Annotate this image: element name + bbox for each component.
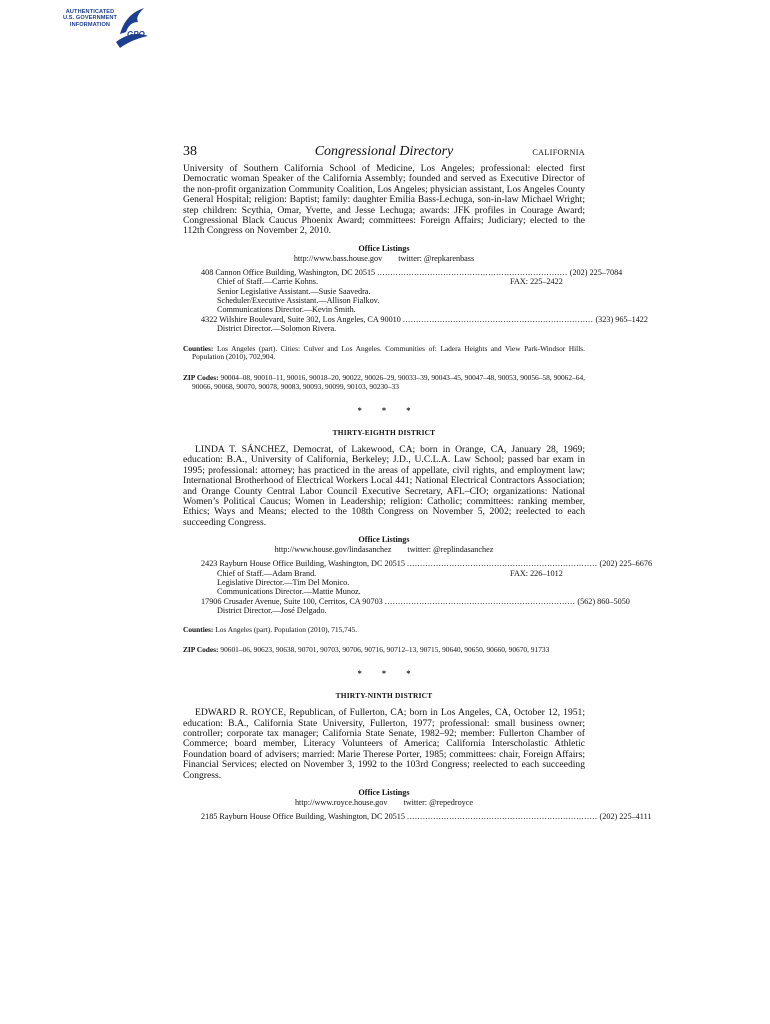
sanchez-links [183, 545, 585, 555]
sanchez-office-dc-phone: (202) 225–6676 [599, 559, 653, 569]
sanchez-counties [183, 626, 585, 635]
bass-staff-row [183, 296, 585, 305]
bass-staff-row [183, 324, 585, 333]
bass-office-district [183, 314, 648, 324]
bass-zip-codes [183, 374, 585, 392]
gpo-authentication-stamp [58, 4, 150, 48]
page-title: Congressional Directory [314, 144, 454, 159]
counties-label: Counties: [183, 343, 214, 353]
bass-website-link[interactable]: http://www.bass.house.gov [293, 253, 383, 263]
bass-office-dc [183, 267, 623, 277]
sanchez-bio: LINDA T. SÁNCHEZ, Democrat, of Lakewood, CA; born in Orange, CA, January 28, 1969; education: B.A., University of California, Berkeley; J.D., U.C.L.A. Law School; passed bar exam in 1995; professional: attorney; has practiced in the areas of appellate, civil rights, and employment law; International Brotherhood of Electrical Workers Local 441; National Electrical Contractors Association; and Orange County Central Labor Council Executive Secretary, AFL–CIO; organizations: National Women’s Political Caucus; Women in Leadership; religion: Catholic; committees: ranking member, Ethics; Ways and Means; elected to the 108th Congress on November 5, 2002; reelected to each succeeding Congress. [183, 443, 585, 528]
page-number: 38 [183, 144, 197, 159]
sanchez-office-dc [183, 559, 653, 569]
royce-office-listings [183, 812, 652, 821]
royce-office-dc-address: 2185 Rayburn House Office Building, Washington, DC 20515 [201, 812, 405, 821]
bass-office-dc-phone: (202) 225–7084 [569, 267, 623, 277]
royce-office-dc-phone: (202) 225–4111 [599, 812, 652, 821]
bass-staff-row [183, 305, 585, 314]
bass-counties-text: Los Angeles (part). Cities: Culver and Los Angeles. Communities of: Ladera Heights and View Park-Windsor Hills. Population (2010), 702,904. [192, 343, 585, 362]
royce-office-listings-heading: Office Listings [358, 788, 410, 797]
sanchez-staff-3: Communications Director.—Mattie Munoz. [217, 587, 361, 597]
stamp-line-2: U.S. GOVERNMENT [62, 15, 118, 22]
sanchez-website-link[interactable]: http://www.house.gov/lindasanchez [274, 545, 392, 555]
bass-office-listings [183, 267, 648, 334]
zip-label: ZIP Codes: [183, 645, 219, 655]
district-heading-38: THIRTY-EIGHTH DISTRICT [332, 427, 436, 437]
sanchez-zip-codes [183, 646, 585, 655]
sanchez-office-district-phone: (562) 860–5050 [577, 596, 630, 606]
eagle-logo-icon [114, 4, 150, 48]
state-label: CALIFORNIA [532, 148, 585, 157]
sanchez-staff-row [183, 587, 585, 596]
royce-office-dc [183, 812, 652, 821]
bass-zip-text: 90004–08, 90010–11, 90016, 90018–20, 90022, 90026–29, 90033–39, 90043–45, 90047–48, 90053, 90056–58, 90062–64, 90066, 90068, 90070, 90078, 90083, 90093, 90099, 90103, 90230–33 [192, 373, 585, 392]
running-head [183, 144, 585, 164]
bass-office-dc-address: 408 Cannon Office Building, Washington, DC 20515 [201, 267, 376, 277]
bass-office-listings-heading: Office Listings [358, 243, 410, 253]
sanchez-staff-row [183, 606, 585, 615]
sanchez-office-district-address: 17906 Crusader Avenue, Suite 100, Cerritos, CA 90703 [201, 596, 383, 606]
sanchez-staff-1: Chief of Staff.—Adam Brand. [217, 568, 317, 578]
bass-office-dc-fax: FAX: 225–2422 [510, 277, 563, 287]
bass-staff-2: Senior Legislative Assistant.—Susie Saavedra. [217, 286, 371, 296]
leader-dots: ........................................................................ [402, 314, 594, 324]
sanchez-office-dc-fax: FAX: 226–1012 [510, 568, 563, 578]
bass-staff-row [183, 287, 585, 296]
bass-links [183, 254, 585, 264]
sanchez-district-director: District Director.—José Delgado. [217, 606, 327, 616]
sanchez-twitter[interactable]: twitter: @replindasanchez [407, 545, 494, 555]
district-heading-39: THIRTY-NINTH DISTRICT [335, 691, 433, 701]
stamp-line-1: AUTHENTICATED [65, 9, 115, 15]
sanchez-staff-row [183, 578, 585, 587]
stamp-line-3: INFORMATION [69, 21, 111, 28]
sanchez-staff-row [183, 569, 585, 578]
sanchez-office-listings-heading: Office Listings [358, 535, 410, 545]
royce-links [183, 798, 585, 808]
stamp-text [58, 9, 122, 28]
bass-twitter[interactable]: twitter: @repkarenbass [398, 253, 475, 263]
leader-dots: ........................................................................ [406, 812, 598, 821]
bass-staff-row [183, 277, 585, 286]
bass-staff-4: Communications Director.—Kevin Smith. [217, 305, 356, 315]
section-separator: * * * [357, 405, 420, 415]
sanchez-zip-text: 90601–06, 90623, 90638, 90701, 90703, 90706, 90716, 90712–13, 90715, 90640, 90650, 90660, 90670, 91733 [220, 645, 550, 655]
leader-dots: ........................................................................ [406, 559, 598, 569]
sanchez-office-district [183, 596, 630, 606]
bass-office-district-phone: (323) 965–1422 [595, 314, 648, 324]
directory-page [183, 144, 653, 821]
bass-staff-3: Scheduler/Executive Assistant.—Allison Fialkov. [217, 296, 380, 306]
zip-label: ZIP Codes: [183, 373, 219, 383]
section-separator: * * * [357, 669, 420, 679]
royce-twitter[interactable]: twitter: @repedroyce [403, 798, 474, 807]
bass-staff-1: Chief of Staff.—Carrie Kohns. [217, 277, 319, 287]
leader-dots: ........................................................................ [384, 596, 576, 606]
bass-district-director: District Director.—Solomon Rivera. [217, 324, 337, 334]
bass-bio: University of Southern California School of Medicine, Los Angeles; professional: elected first Democratic woman Speaker of the California Assembly; founded and served as Executive Director of the non-profit organization Community Coalition, Los Angeles; physician assistant, Los Angeles County General Hospital; religion: Baptist; family: daughter Emilia Bass-Lechuga, son-in-law Michael Wright; step children: Scythia, Omar, Yvette, and Jesse Lechuga; awards: JFK profiles in Courage Award; Congressional Black Caucus Phoenix Award; committees: Foreign Affairs; Judiciary; elected to the 112th Congress on November 2, 2010. [183, 163, 585, 237]
sanchez-counties-text: Los Angeles (part). Population (2010), 715,745. [215, 624, 358, 634]
sanchez-office-dc-address: 2423 Rayburn House Office Building, Washington, DC 20515 [201, 559, 405, 569]
sanchez-staff-2: Legislative Director.—Tim Del Monico. [217, 577, 350, 587]
bass-counties [183, 345, 585, 363]
counties-label: Counties: [183, 624, 214, 634]
bass-office-district-address: 4322 Wilshire Boulevard, Suite 302, Los Angeles, CA 90010 [201, 314, 401, 324]
royce-bio: EDWARD R. ROYCE, Republican, of Fullerton, CA; born in Los Angeles, CA, October 12, 1951; education: B.A., California State University, Fullerton, 1977; professional: small business owner; controller; corporate tax manager; California State Senate, 1982–92; member: Fullerton Chamber of Commerce; board member, Literacy Volunteers of America; California Interscholastic Athletic Foundation board of advisers; married: Marie Therese Porter, 1985; committees: chair, Foreign Affairs; Financial Services; elected on November 3, 1992 to the 103rd Congress; reelected to each succeeding Congress. [183, 707, 585, 781]
royce-website-link[interactable]: http://www.royce.house.gov [294, 798, 388, 807]
gpo-label: GPO [127, 30, 145, 39]
sanchez-office-listings [183, 559, 653, 616]
leader-dots: ........................................................................ [377, 267, 568, 277]
